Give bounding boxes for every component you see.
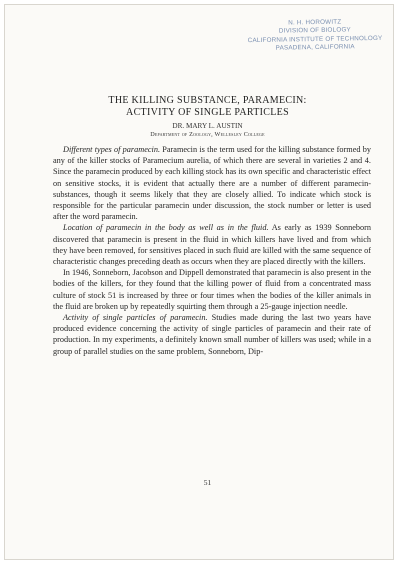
stamp-line-2: DIVISION OF BIOLOGY: [278, 26, 351, 36]
library-stamp: [240, 18, 391, 54]
stamp-line-4: PASADENA, CALIFORNIA: [275, 43, 355, 52]
stamp-line-1: N. H. HOROWITZ: [288, 18, 342, 27]
paper-page: [4, 4, 394, 560]
article-title: [35, 95, 380, 119]
author-name: DR. MARY L. AUSTIN: [172, 122, 243, 130]
stamp-line-3: CALIFORNIA INSTITUTE OF TECHNOLOGY: [247, 34, 383, 44]
paragraph-text: In 1946, Sonneborn, Jacobson and Dippell demonstrated that paramecin is also present in the bodies of the killers, for they found that the killing power of fluid from a concentrated mass culture of stock 51 is increased by three or four times when the bodies of the killer animals in the fluid are broken up by repeatedly squirting them through a 25-gauge injection needle.: [53, 268, 371, 311]
title-line-1: THE KILLING SUBSTANCE, PARAMECIN:: [108, 95, 307, 106]
section-heading-location: Location of paramecin in the body as well as in the fluid.: [63, 223, 269, 233]
section-heading-single-particles: Activity of single particles of paramecin.: [63, 313, 208, 323]
author-affiliation: Department of Zoology, Wellesley College: [150, 131, 265, 138]
paragraph-text: As early as 1939 Sonneborn discovered that paramecin is present in the fluid in which killers have lived and from which they have been removed, for sensitives placed in such fluid are killed with the same sequence of characteristic changes preceding death as occurs when they are placed directly with the killers.: [53, 223, 371, 267]
paragraph-different-types: [53, 144, 371, 222]
paragraph-location: [53, 222, 371, 267]
title-line-2: ACTIVITY OF SINGLE PARTICLES: [126, 107, 289, 118]
section-heading-different-types: Different types of paramecin.: [63, 145, 161, 154]
paragraph-text: Studies made during the last two years have produced evidence concerning the activity of single particles of paramecin and their rate of production. In my experiments, a definitely known small number of killers was used; while in a group of parallel studies on the same problem, Sonneborn, Dip-: [53, 313, 371, 356]
article-body: [53, 144, 371, 357]
paragraph-text: Paramecin is the term used for the killing substance formed by any of the killer stocks of Paramecium aurelia, of which there are several in varieties 2 and 4. Since the paramecin produced by each killing stock has its own specific and characteristic effect on sensitive stocks, it is evident that actually there are a number of different paramecin-substances, though it seems likely that they are closely allied. To indicate which stock is responsible for the particular paramecin under discussion, the stock number or letter is used after the word paramecin.: [53, 145, 372, 222]
page-number: 51: [203, 478, 212, 487]
paragraph-1946: [53, 267, 371, 312]
paragraph-single-particles: [53, 312, 371, 357]
